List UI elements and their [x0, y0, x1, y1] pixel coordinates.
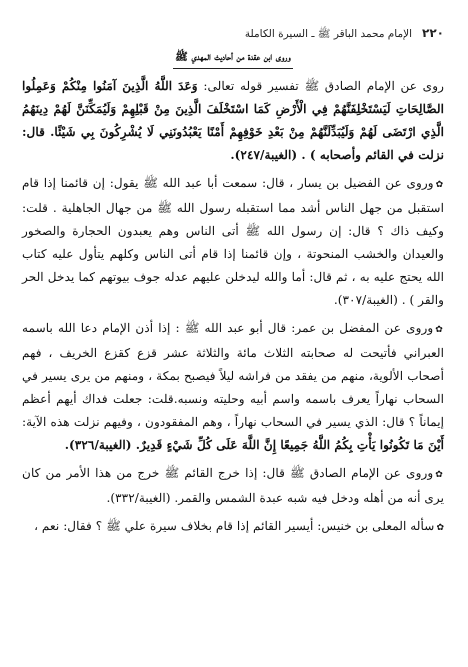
paragraph-5 [22, 515, 444, 540]
paragraph-1-lead: روى عن الإمام الصادق ﷺ تفسير قوله تعالى: [197, 79, 444, 93]
flower-bullet-icon: ✿ [436, 523, 444, 533]
paragraph-1 [22, 75, 444, 167]
running-title: الإمام محمد الباقر ﷺ ـ السيرة الكاملة [244, 28, 413, 40]
paragraph-1-quran-verse: وَعَدَ اللَّهُ الَّذِينَ آمَنُوا مِنْكُمْ وَعَمِلُوا الصَّالِحَاتِ لَيَسْتَخْلِفَنَّهُمْ فِي الْأَرْضِ كَمَا اسْتَخْلَفَ الَّذِينَ مِنْ قَبْلِهِمْ وَلَيُمَكِّنَنَّ لَهُمْ دِينَهُمُ الَّذِي ارْتَضَى لَهُمْ وَلَيُبَدِّلَنَّهُمْ مِنْ بَعْدِ خَوْفِهِمْ أَمْنًا يَعْبُدُونَنِي لَا يُشْرِكُونَ بِي شَيْئًا [22, 79, 444, 139]
flower-bullet-icon: ✿ [435, 470, 445, 480]
paragraph-3-quran-verse: أَيْنَ مَا تَكُونُوا يَأْتِ بِكُمُ اللَّهُ جَمِيعًا إِنَّ اللَّهَ عَلَى كُلِّ شَيْءٍ قَدِيرٌ [140, 438, 444, 452]
paragraph-5-text: سأله المعلى بن خنيس: أيسير القائم إذا قام بخلاف سيرة علي ﷺ ؟ فقال: نعم ، [34, 519, 435, 533]
paragraph-3 [22, 317, 444, 457]
paragraph-2-text: وروى عن الفضيل بن يسار ، قال: سمعت أبا عبد الله ﷺ يقول: إن قائمنا إذا قام استقبل من جهل الناس أشد مما استقبله رسول الله ﷺ من جهال الجاهلية . قلت: وكيف ذاك ؟ قال: إن رسول الله ﷺ أتى الناس وهم يعبدون الحجارة والصخور والعيدان والخشب المنحوتة ، وإن قائمنا إذا قام أتى الناس وكلهم يتأول عليه كتاب الله يحتج عليه به ، ثم قال: أما والله ليدخلن عليهم عدله جوف بيوتهم كما يدخل الحر والقر ) . (الغيبة/٣٠٧). [22, 176, 444, 307]
paragraph-4 [22, 462, 444, 510]
paragraph-1-tail: . قال: نزلت في القائم وأصحابه ) . (الغيبة/٢٤٧). [22, 125, 444, 162]
flower-bullet-icon: ✿ [435, 325, 444, 335]
flower-bullet-icon: ✿ [435, 180, 444, 190]
page-number: ٢٢٠ [422, 26, 444, 40]
paragraph-2 [22, 172, 444, 312]
section-title-underline [173, 68, 293, 69]
section-title: وروى ابن عقدة من أحاديث المهدي ﷺ [175, 51, 291, 63]
paragraph-3-tail: . (الغيبة/٣٢٦). [64, 438, 141, 452]
paragraph-4-text: وروى عن الإمام الصادق ﷺ قال: إذا خرج القائم ﷺ خرج من هذا الأمر من كان يرى أنه من أهله ودخل فيه شبه عبدة الشمس والقمر. (الغيبة/٣٣٢). [22, 466, 444, 505]
running-header [22, 26, 444, 43]
paragraph-3-text: وروى عن المفضل بن عمر: قال أبو عبد الله ﷺ : إذا أذن الإمام دعا الله باسمه العبراني فأتيحت له صحابته الثلاث مائة والثلاثة عشر قزع كقزع الخريف ، فهم أصحاب الألوية، منهم من يفقد من فراشه ليلاً فيصبح بمكة ، ومنهم من يرى يسير في السحاب نهاراً يعرف باسمه واسم أبيه وحليته ونسبه.قلت: جعلت فداك أيهم أعظم إيماناً ؟ قال: الذي يسير في السحاب نهاراً ، وهم المفقودون ، وفيهم نزلت هذه الآية: [22, 321, 444, 429]
